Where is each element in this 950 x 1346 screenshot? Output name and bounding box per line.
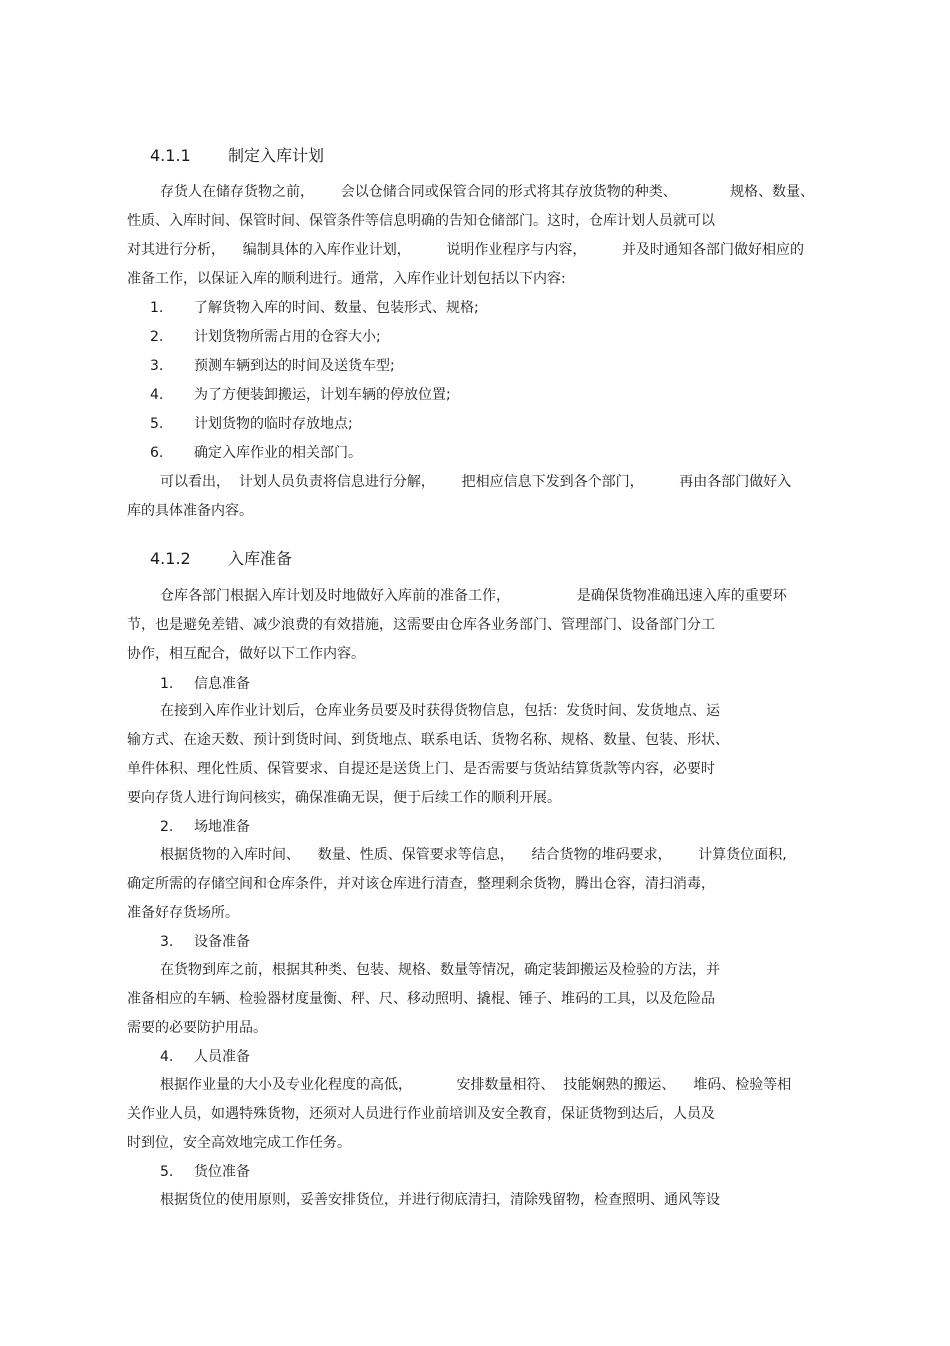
list-item-number: 3. — [150, 358, 164, 374]
paragraph-line: 仓库各部门根据入库计划及时地做好入库前的准备工作， 是确保货物准确迅速入库的重要环 — [160, 588, 787, 604]
paragraph-line: 关作业人员，如遇特殊货物，还须对人员进行作业前培训及安全教育，保证货物到达后，人员及 — [127, 1106, 715, 1122]
section-title: 入库准备 — [228, 549, 293, 568]
paragraph-line: 节，也是避免差错、减少浪费的有效措施，这需要由仓库各业务部门、管理部门、设备部门分工 — [127, 617, 715, 633]
subsection-number: 5. — [160, 1164, 174, 1180]
paragraph-line: 可以看出， 计划人员负责将信息进行分解， 把相应信息下发到各个部门， 再由各部门做好入 — [160, 474, 792, 490]
list-item-number: 4. — [150, 387, 164, 403]
subsection-title: 货位准备 — [194, 1164, 250, 1180]
paragraph-line: 性质、入库时间、保管时间、保管条件等信息明确的告知仓储部门。这时，仓库计划人员就可以 — [127, 213, 715, 229]
list-item-number: 2. — [150, 329, 164, 345]
subsection-title: 场地准备 — [194, 819, 250, 835]
subsection-number: 1. — [160, 676, 174, 692]
list-item: 了解货物入库的时间、数量、包装形式、规格; — [194, 300, 479, 316]
paragraph-line: 对其进行分析， 编制具体的入库作业计划， 说明作业程序与内容， 并及时通知各部门做好相应的 — [127, 242, 805, 258]
subsection-number: 3. — [160, 934, 174, 950]
paragraph-line: 库的具体准备内容。 — [127, 503, 253, 519]
list-item: 计划货物的临时存放地点; — [194, 416, 353, 432]
paragraph-line: 准备相应的车辆、检验器材度量衡、秤、尺、移动照明、撬棍、锤子、堆码的工具，以及危险品 — [127, 991, 715, 1007]
list-item: 计划货物所需占用的仓容大小; — [194, 329, 381, 345]
paragraph-line: 时到位，安全高效地完成工作任务。 — [127, 1135, 351, 1151]
paragraph-line: 根据货物的入库时间、 数量、性质、保管要求等信息， 结合货物的堆码要求， 计算货位面积, — [160, 847, 787, 863]
subsection-title: 信息准备 — [194, 676, 250, 692]
section-title: 制定入库计划 — [228, 146, 325, 165]
paragraph-line: 要向存货人进行询问核实，确保准确无误，便于后续工作的顺利开展。 — [127, 790, 561, 806]
subsection-title: 设备准备 — [194, 934, 250, 950]
paragraph-line: 根据作业量的大小及专业化程度的高低， 安排数量相符、 技能娴熟的搬运、 堆码、检验等相 — [160, 1077, 792, 1093]
subsection-title: 人员准备 — [194, 1049, 250, 1065]
paragraph-line: 需要的必要防护用品。 — [127, 1020, 267, 1036]
paragraph-line: 在货物到库之前，根据其种类、包装、规格、数量等情况，确定装卸搬运及检验的方法，并 — [160, 962, 720, 978]
paragraph-line: 确定所需的存储空间和仓库条件，并对该仓库进行清查，整理剩余货物，腾出仓容，清扫消毒， — [127, 876, 715, 892]
section-number: 4.1.2 — [150, 549, 191, 568]
list-item-number: 6. — [150, 445, 164, 461]
paragraph-line: 准备工作，以保证入库的顺利进行。通常，入库作业计划包括以下内容: — [127, 271, 566, 287]
subsection-number: 2. — [160, 819, 174, 835]
list-item: 确定入库作业的相关部门。 — [194, 445, 362, 461]
paragraph-line: 存货人在储存货物之前， 会以仓储合同或保管合同的形式将其存放货物的种类、 规格、数量、 — [160, 184, 815, 200]
list-item: 预测车辆到达的时间及送货车型; — [194, 358, 395, 374]
paragraph-line: 在接到入库作业计划后，仓库业务员要及时获得货物信息，包括：发货时间、发货地点、运 — [160, 703, 720, 719]
paragraph-line: 协作，相互配合，做好以下工作内容。 — [127, 646, 365, 662]
list-item: 为了方便装卸搬运，计划车辆的停放位置; — [194, 387, 451, 403]
list-item-number: 5. — [150, 416, 164, 432]
paragraph-line: 根据货位的使用原则，妥善安排货位，并进行彻底清扫，清除残留物，检查照明、通风等设 — [160, 1192, 720, 1208]
list-item-number: 1. — [150, 300, 164, 316]
paragraph-line: 单件体积、理化性质、保管要求、自提还是送货上门、是否需要与货站结算货款等内容，必要时 — [127, 761, 715, 777]
section-number: 4.1.1 — [150, 146, 191, 165]
paragraph-line: 准备好存货场所。 — [127, 905, 239, 921]
subsection-number: 4. — [160, 1049, 174, 1065]
paragraph-line: 输方式、在途天数、预计到货时间、到货地点、联系电话、货物名称、规格、数量、包装、形状、 — [127, 732, 729, 748]
